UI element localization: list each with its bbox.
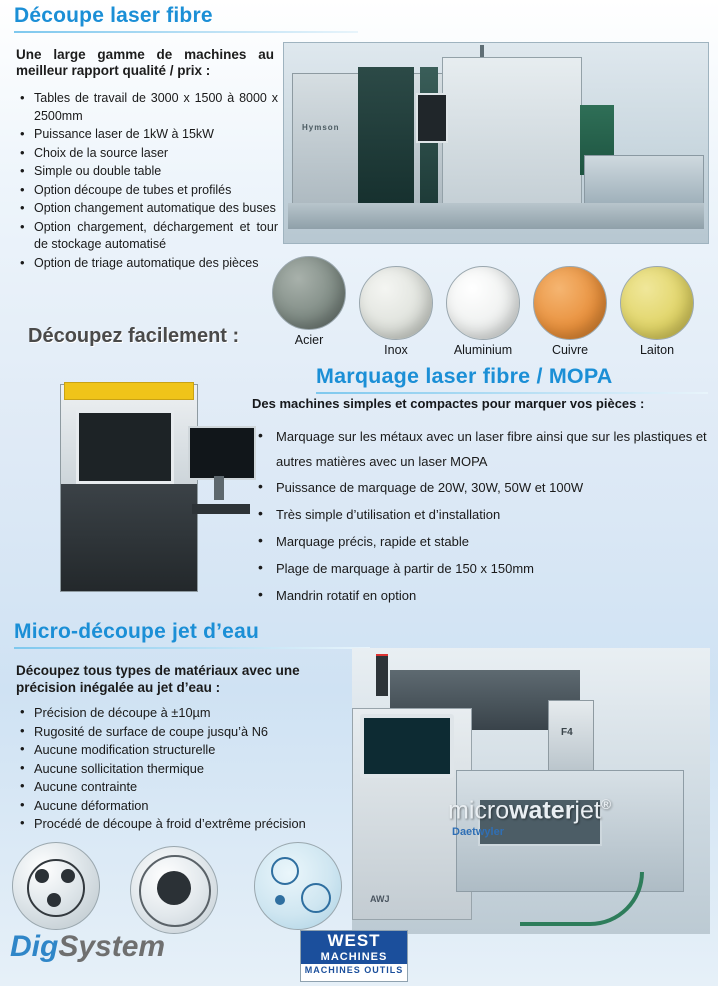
list-item: • Très simple d’utilisation et d’installation xyxy=(252,501,712,528)
list-item: • Aucune sollicitation thermique xyxy=(18,760,364,779)
list-item: • Tables de travail de 3000 x 1500 à 8000 x 2500mm xyxy=(18,90,278,125)
waterjet-logo-water: water xyxy=(509,796,575,825)
list-item: • Marquage précis, rapide et stable xyxy=(252,528,712,555)
photo-detail xyxy=(358,67,414,207)
machine-hmi-screen xyxy=(416,93,448,143)
jet-title-text: Micro-découpe jet d’eau xyxy=(14,620,259,643)
laser-intro-text: Une large gamme de machines au meilleur rapport qualité / prix : xyxy=(16,47,274,78)
swatch-label: Cuivre xyxy=(551,343,589,357)
company-name xyxy=(10,930,165,964)
marquage-title-rule xyxy=(316,392,708,394)
swatch-disc xyxy=(272,256,346,330)
sample-detail xyxy=(61,869,75,883)
list-item: • Choix de la source laser xyxy=(18,145,278,163)
material-swatch-acier xyxy=(272,256,346,347)
list-item: • Mandrin rotatif en option xyxy=(252,582,712,609)
laser-feature-list xyxy=(18,90,278,273)
jet-feature-list xyxy=(18,704,364,834)
company-name-prefix: Dig xyxy=(10,930,59,963)
company-name-main: System xyxy=(58,930,166,963)
photo-detail xyxy=(192,504,250,514)
list-item: • Option découpe de tubes et profilés xyxy=(18,182,278,200)
machine-control-screen xyxy=(360,714,454,778)
laser-cutter-photo xyxy=(283,42,709,244)
photo-detail xyxy=(288,203,704,229)
section-title-laser xyxy=(14,4,358,33)
list-item: • Plage de marquage à partir de 150 x 150mm xyxy=(252,555,712,582)
waterjet-brand-label: Daetwyler xyxy=(452,826,504,838)
swatch-label: Aluminium xyxy=(453,343,513,357)
list-item: • Option chargement, déchargement et tour de stockage automatisé xyxy=(18,219,278,254)
machine-side-label: AWJ xyxy=(370,894,390,904)
machine-monitor xyxy=(188,426,256,480)
marquage-feature-list xyxy=(252,424,712,609)
photo-detail xyxy=(520,872,644,926)
machine-brand-label: Hymson xyxy=(302,123,340,132)
section-title-marquage xyxy=(316,364,708,394)
sample-part-1 xyxy=(12,842,100,930)
jet-title-rule xyxy=(14,647,370,649)
material-swatch-cuivre xyxy=(533,266,607,357)
material-swatch-group xyxy=(272,250,708,357)
sample-detail xyxy=(301,883,331,913)
registered-mark-icon: ® xyxy=(600,796,612,812)
sample-detail xyxy=(271,857,299,885)
sample-detail xyxy=(47,893,61,907)
sample-part-2 xyxy=(130,846,218,934)
swatch-label: Acier xyxy=(294,333,324,347)
section-title-jet xyxy=(14,620,370,649)
sample-detail xyxy=(35,869,49,883)
photo-detail xyxy=(584,155,704,205)
list-item: • Option de triage automatique des pièces xyxy=(18,255,278,273)
jet-intro-text: Découpez tous types de matériaux avec une précision inégalée au jet d’eau : xyxy=(16,663,300,695)
list-item: • Procédé de découpe à froid d’extrême précision xyxy=(18,815,364,834)
list-item: • Puissance laser de 1kW à 15kW xyxy=(18,126,278,144)
machine-panel-label: F4 xyxy=(561,727,573,738)
sample-detail xyxy=(27,859,85,917)
list-item: • Puissance de marquage de 20W, 30W, 50W et 100W xyxy=(252,474,712,501)
laser-title-text: Découpe laser fibre xyxy=(14,4,213,27)
waterjet-logo xyxy=(448,796,611,825)
material-swatch-inox xyxy=(359,266,433,357)
photo-detail xyxy=(376,656,388,696)
swatch-disc xyxy=(359,266,433,340)
material-swatch-laiton xyxy=(620,266,694,357)
west-machines-logo xyxy=(300,930,408,982)
list-item: • Aucune déformation xyxy=(18,797,364,816)
sample-part-3 xyxy=(254,842,342,930)
sample-parts-group xyxy=(8,840,356,932)
cutting-head xyxy=(548,700,594,774)
list-item: • Précision de découpe à ±10µm xyxy=(18,704,364,723)
list-item: • Aucune contrainte xyxy=(18,778,364,797)
photo-detail xyxy=(76,410,174,484)
photo-detail xyxy=(442,57,582,213)
laser-title-rule xyxy=(14,31,358,33)
logo-line-1: WEST xyxy=(301,931,407,951)
swatch-label: Laiton xyxy=(639,343,675,357)
photo-detail xyxy=(214,476,224,500)
sample-detail xyxy=(275,895,285,905)
photo-detail xyxy=(64,382,194,400)
logo-line-2: MACHINES xyxy=(301,951,407,964)
waterjet-logo-micro: micro xyxy=(448,796,510,825)
list-item: • Aucune modification structurelle xyxy=(18,741,364,760)
list-item: • Option changement automatique des buses xyxy=(18,200,278,218)
laser-tagline: Découpez facilement : xyxy=(28,325,240,347)
marking-machine-photo xyxy=(42,368,260,606)
waterjet-machine-photo xyxy=(352,648,710,934)
marquage-intro-text: Des machines simples et compactes pour marquer vos pièces : xyxy=(252,396,645,411)
material-swatch-aluminium xyxy=(446,266,520,357)
swatch-disc xyxy=(533,266,607,340)
logo-line-3: MACHINES OUTILS xyxy=(304,965,404,975)
list-item: • Marquage sur les métaux avec un laser fibre ainsi que sur les plastiques et autres matières avec un laser MOPA xyxy=(252,424,712,474)
sample-detail xyxy=(139,855,211,927)
list-item: • Rugosité de surface de coupe jusqu’à N6 xyxy=(18,723,364,742)
marquage-title-text: Marquage laser fibre / MOPA xyxy=(316,364,613,388)
list-item: • Simple ou double table xyxy=(18,163,278,181)
swatch-disc xyxy=(620,266,694,340)
swatch-label: Inox xyxy=(384,343,408,357)
waterjet-logo-jet: jet xyxy=(574,796,601,825)
swatch-disc xyxy=(446,266,520,340)
